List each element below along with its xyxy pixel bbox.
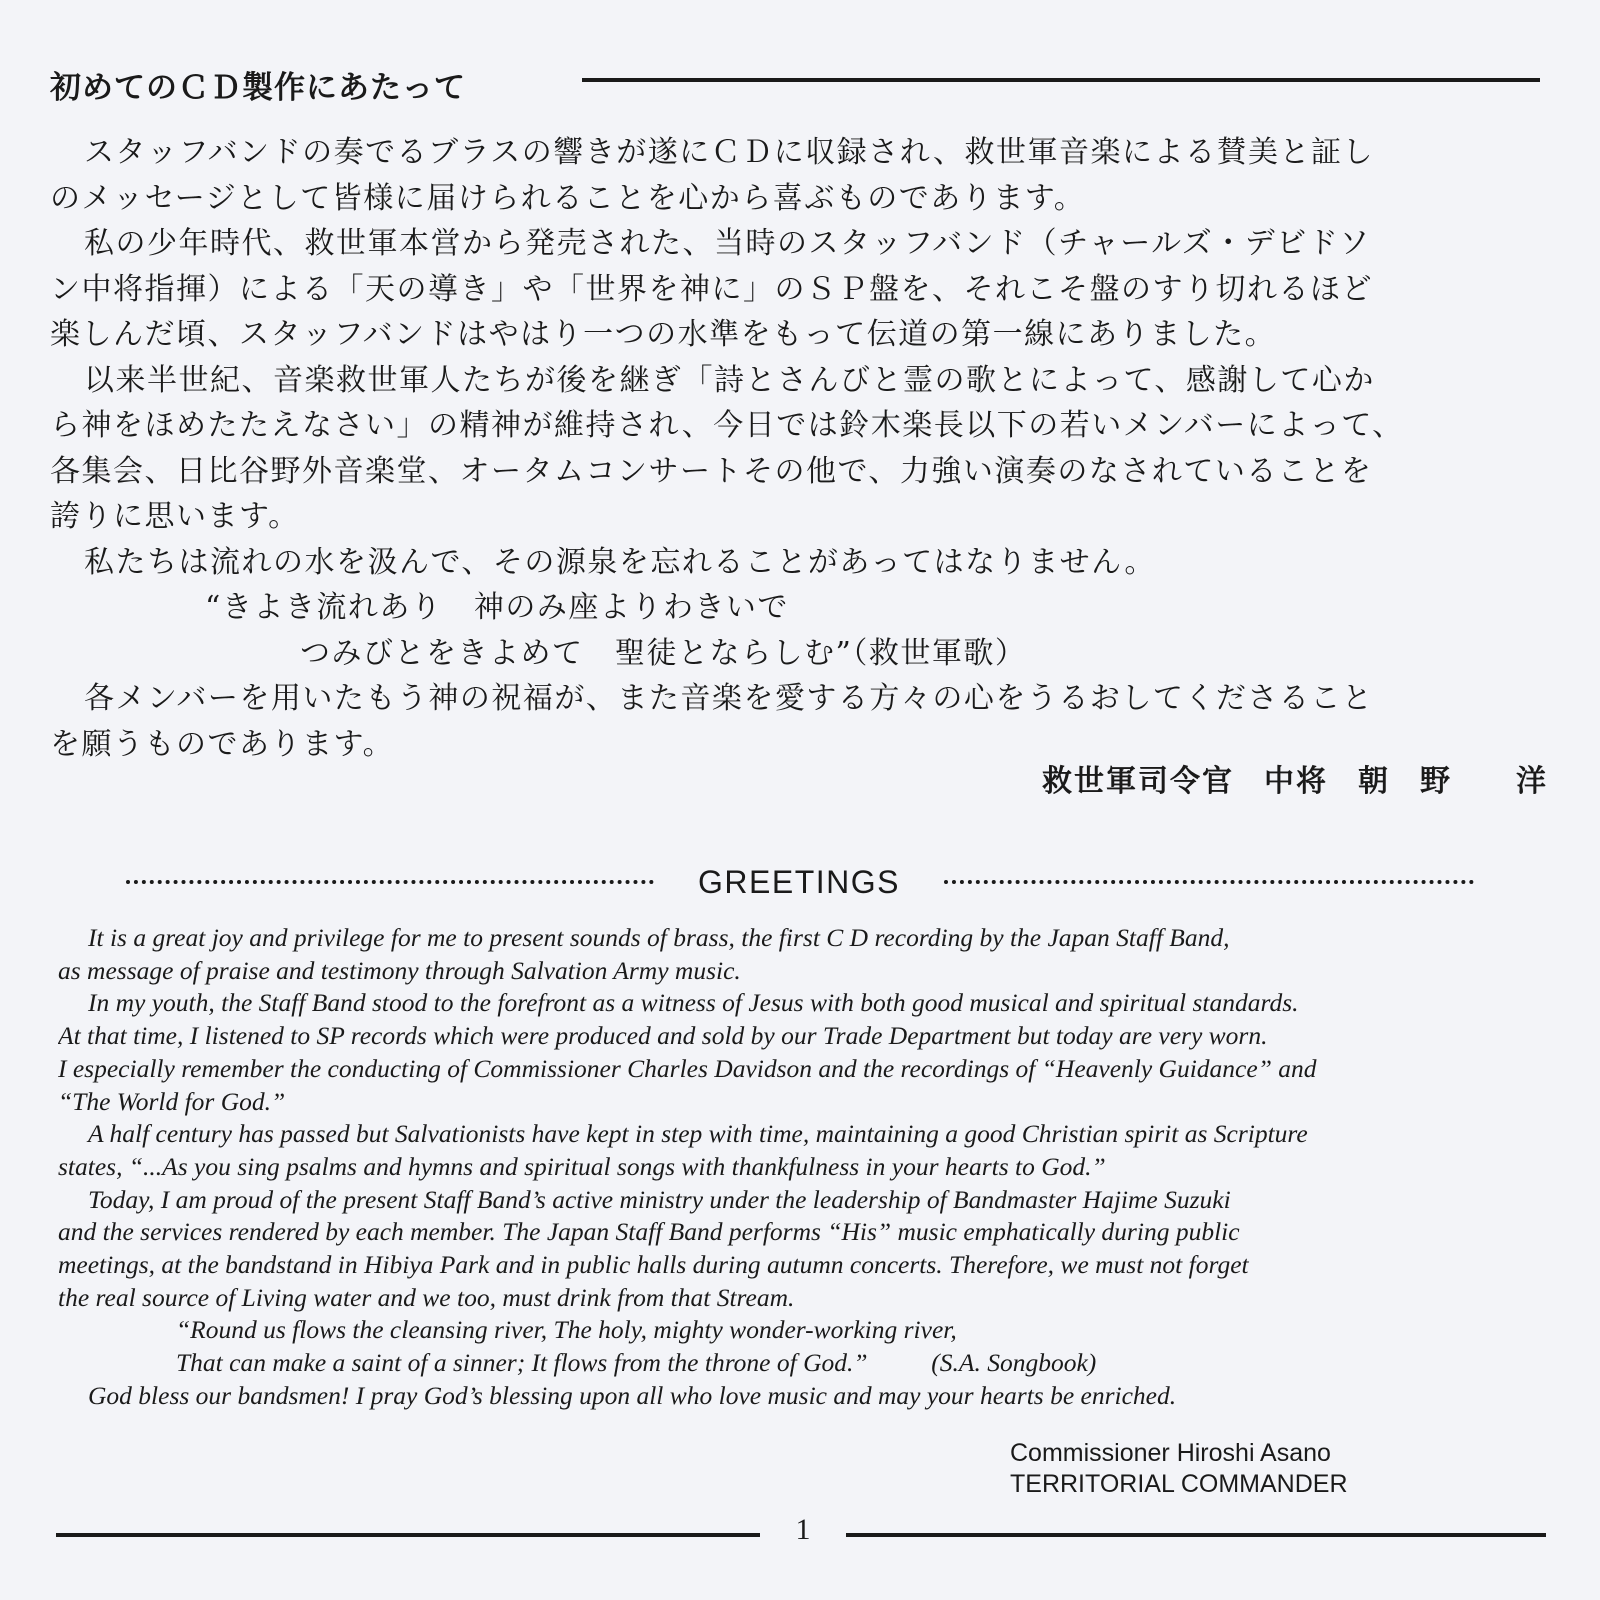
- signature-name-part: 朝: [1358, 764, 1390, 799]
- japanese-line: スタッフバンドの奏でるブラスの響きが遂にＣＤに収録され、救世軍音楽による賛美と証し: [84, 135, 1374, 170]
- greetings-heading: GREETINGS: [698, 864, 900, 900]
- japanese-poem-line: つみびとをきよめて 聖徒とならしむ”（救世軍歌）: [300, 635, 1027, 671]
- english-line: states, “...As you sing psalms and hymns and spiritual songs with thankfulness in your hearts to God.”: [58, 1151, 1106, 1181]
- english-line: A half century has passed but Salvationists have kept in step with time, maintaining a good Christian spirit as Scripture: [88, 1119, 1308, 1149]
- english-body: [58, 922, 1544, 1413]
- japanese-line: 私たちは流れの水を汲んで、その源泉を忘れることがあってはなりません。: [84, 544, 1156, 580]
- japanese-signature: [1042, 756, 1548, 800]
- signature-name-part: 洋: [1516, 764, 1548, 799]
- japanese-body: [50, 130, 1550, 767]
- greetings-rule-right: [944, 880, 1474, 884]
- english-signature: [1010, 1438, 1348, 1500]
- english-line: In my youth, the Staff Band stood to the forefront as a witness of Jesus with both good musical and spiritual standards.: [88, 988, 1299, 1018]
- japanese-line: 楽しんだ頃、スタッフバンドはやはり一つの水準をもって伝道の第一線にありました。: [50, 317, 1277, 352]
- heading-rule: [582, 78, 1540, 82]
- footer-rule-left: [56, 1533, 760, 1537]
- english-line: It is a great joy and privilege for me to present sounds of brass, the first C D recording by the Japan Staff Band,: [88, 923, 1230, 952]
- english-quote-line: That can make a saint of a sinner; It flows from the throne of God.” (S.A. Songbook): [176, 1348, 1097, 1378]
- english-line: meetings, at the bandstand in Hibiya Park and in public halls during autumn concerts. Therefore, we must not forget: [58, 1250, 1249, 1280]
- greetings-rule-left: [126, 880, 654, 884]
- japanese-line: ら神をほめたたえなさい」の精神が維持され、今日では鈴木楽長以下の若いメンバーによって、: [50, 408, 1404, 443]
- english-line: Today, I am proud of the present Staff Band’s active ministry under the leadership of Bandmaster Hajime Suzuki: [88, 1184, 1231, 1214]
- page-number: 1: [795, 1513, 811, 1546]
- signature-rank: 中将: [1264, 764, 1328, 799]
- signature-name: Commissioner Hiroshi Asano: [1010, 1439, 1331, 1467]
- japanese-heading: 初めてのＣＤ製作にあたって: [50, 70, 466, 106]
- japanese-line: を願うものであります。: [50, 726, 395, 762]
- japanese-line: 各集会、日比谷野外音楽堂、オータムコンサートその他で、力強い演奏のなされていることを: [50, 453, 1373, 489]
- japanese-line: のメッセージとして皆様に届けられることを心から喜ぶものであります。: [50, 180, 1086, 216]
- japanese-line: 私の少年時代、救世軍本営から発売された、当時のスタッフバンド（チャールズ・デビドソ: [84, 226, 1371, 261]
- english-line: the real source of Living water and we too, must drink from that Stream.: [58, 1282, 795, 1312]
- english-line: At that time, I listened to SP records which were produced and sold by our Trade Department but today are very worn.: [58, 1021, 1268, 1051]
- english-quote-line: “Round us flows the cleansing river, The holy, mighty wonder-working river,: [176, 1315, 957, 1345]
- japanese-line: 誇りに思います。: [50, 499, 300, 534]
- footer-rule-right: [846, 1533, 1546, 1537]
- english-line: “The World for God.”: [58, 1086, 286, 1116]
- signature-title: 救世軍司令官: [1042, 764, 1234, 799]
- english-line: as message of praise and testimony through Salvation Army music.: [58, 955, 741, 985]
- signature-title: TERRITORIAL COMMANDER: [1010, 1470, 1348, 1498]
- signature-name-part: 野: [1420, 764, 1452, 799]
- japanese-poem-line: “きよき流れあり 神のみ座よりわきいで: [205, 590, 789, 625]
- english-line: God bless our bandsmen! I pray God’s blessing upon all who love music and may your hearts be enriched.: [88, 1380, 1177, 1410]
- english-line: and the services rendered by each member. The Japan Staff Band performs “His” music emphatically during public: [58, 1217, 1240, 1247]
- japanese-line: 以来半世紀、音楽救世軍人たちが後を継ぎ「詩とさんびと霊の歌とによって、感謝して心か: [84, 362, 1375, 398]
- japanese-line: ン中将指揮）による「天の導き」や「世界を神に」のＳＰ盤を、それこそ盤のすり切れるほど: [50, 271, 1373, 307]
- english-line: I especially remember the conducting of Commissioner Charles Davidson and the recordings of “Heavenly Guidance” and: [58, 1053, 1317, 1083]
- japanese-line: 各メンバーを用いたもう神の祝福が、また音楽を愛する方々の心をうるおしてくださること: [84, 681, 1374, 716]
